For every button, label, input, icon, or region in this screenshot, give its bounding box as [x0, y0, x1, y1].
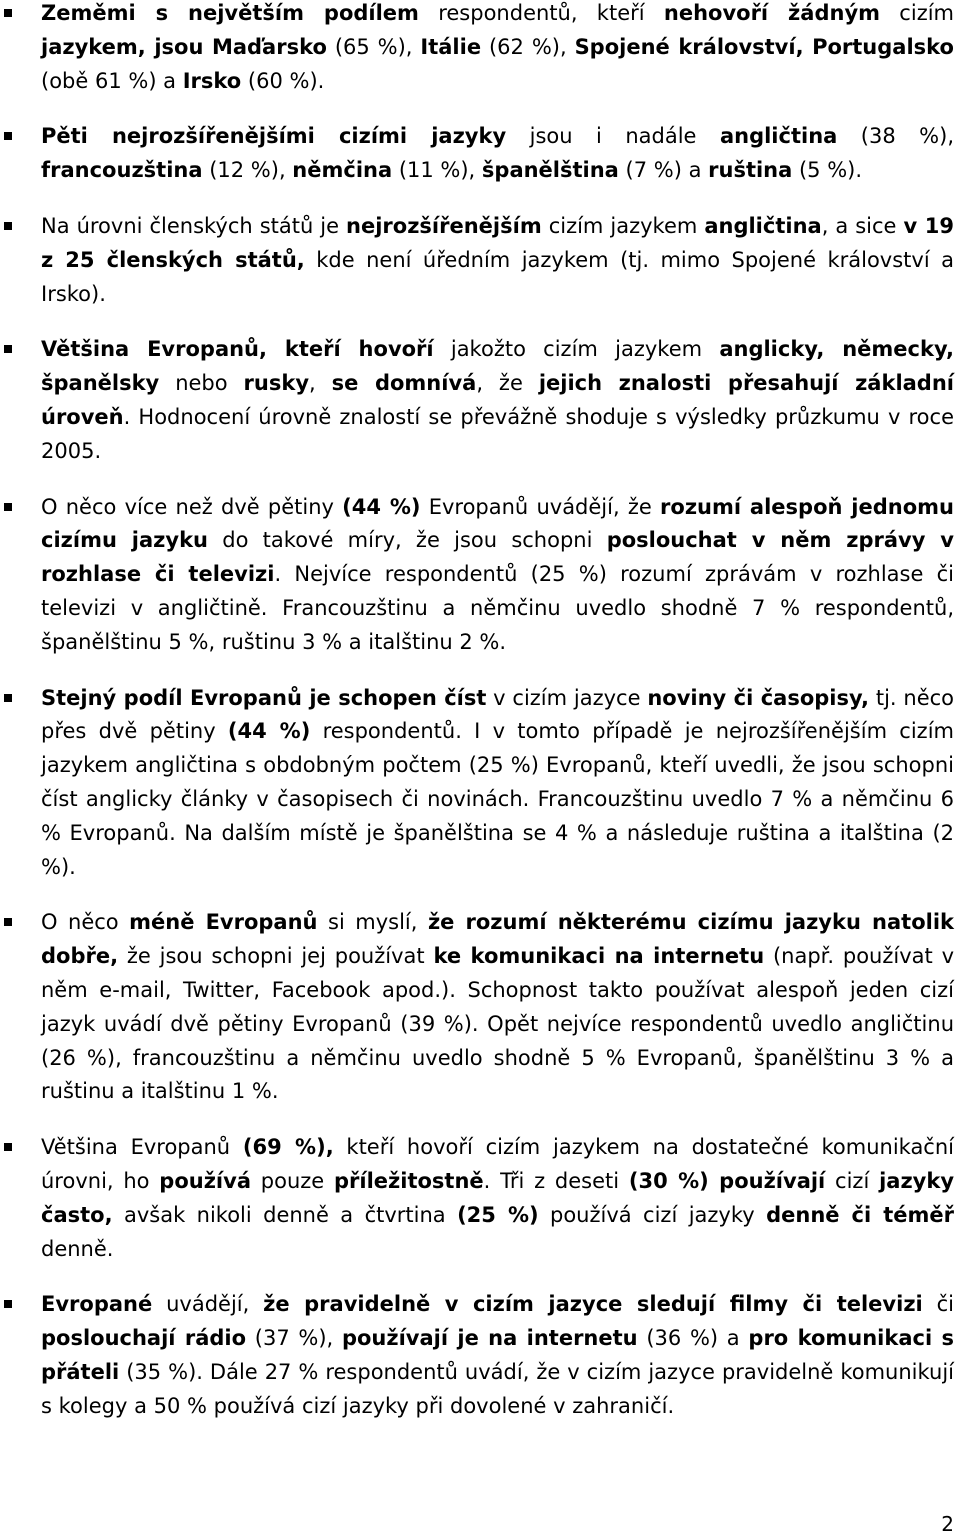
bold-text-segment: denně či téměř: [766, 1202, 955, 1227]
text-segment: (37 %),: [246, 1326, 342, 1351]
text-segment: . Nejvíce respondentů (25 %) rozumí zprávám v rozhlase či televizi v angličtině. Francouzštinu a němčinu uvedlo shodně 7 % respondentů, španělštinu 5 %, ruštinu 3 % a italštinu 2 %.: [41, 562, 954, 654]
bold-text-segment: jazykem, jsou Maďarsko: [41, 34, 327, 59]
bold-text-segment: Itálie: [420, 34, 482, 59]
text-segment: . Tři z deseti: [483, 1168, 629, 1193]
text-segment: kteří hovoří cizím jazykem na dostatečné komunikační úrovni, ho: [41, 1135, 954, 1193]
bullet-item: [0, 682, 960, 885]
square-bullet-icon: [4, 222, 12, 230]
square-bullet-icon: [4, 694, 12, 702]
text-segment: že jsou schopni jej používat: [118, 944, 434, 969]
bold-text-segment: angličtina: [704, 213, 822, 238]
square-bullet-icon: [4, 9, 12, 17]
bold-text-segment: Pěti nejrozšířenějšími cizími jazyky: [41, 124, 507, 149]
bold-text-segment: používají je na internetu: [341, 1326, 638, 1351]
text-segment: Evropanů uvádějí, že: [420, 494, 661, 519]
text-segment: používá cizí jazyky: [538, 1202, 767, 1227]
bullet-item: [0, 906, 960, 1109]
bold-text-segment: Spojené království, Portugalsko: [574, 34, 954, 59]
text-segment: (62 %),: [481, 34, 575, 59]
text-segment: nebo: [159, 371, 244, 396]
bold-text-segment: nehovoří žádným: [663, 1, 881, 25]
text-segment: pouze: [251, 1168, 334, 1193]
text-segment: Na úrovni členských států je: [41, 213, 347, 238]
text-segment: (11 %),: [392, 158, 482, 183]
text-segment: jakožto cizím jazykem: [433, 337, 720, 362]
text-segment: (36 %) a: [637, 1326, 749, 1351]
bullet-item: [0, 0, 960, 98]
text-segment: respondentů. I v tomto případě je nejrozšířenějším cizím jazykem angličtina s obdobným počtem (25 %) Evropanů, kteří uvedli, že jsou schopni číst anglicky články v časopisech či novinách. Francouzštinu uvedlo 7 % a němčinu 6 % Evropanů. Na dalším místě je španělština se 4 % a následuje ruština a italština (2 %).: [41, 719, 954, 879]
page-number: 2: [941, 1512, 954, 1536]
bold-text-segment: rozumí alespoň jednomu cizímu jazyku: [41, 494, 954, 553]
bold-text-segment: španělština: [481, 158, 619, 183]
bold-text-segment: Evropané: [41, 1292, 153, 1317]
bold-text-segment: poslouchají rádio: [41, 1326, 247, 1351]
text-segment: , že: [476, 371, 539, 396]
bold-text-segment: rusky: [243, 371, 310, 396]
bold-text-segment: noviny či časopisy,: [647, 685, 870, 710]
bold-text-segment: ruština: [708, 158, 793, 183]
bullet-item: [0, 333, 960, 468]
bold-text-segment: Irsko: [182, 68, 242, 93]
bold-text-segment: jejich znalosti přesahují základní úroveň: [41, 371, 954, 429]
bold-text-segment: Většina Evropanů, kteří hovoří: [41, 337, 434, 362]
text-segment: ,: [309, 371, 332, 396]
text-segment: Většina Evropanů: [41, 1135, 243, 1160]
text-segment: denně.: [41, 1236, 114, 1261]
bullet-item: [0, 1131, 960, 1266]
square-bullet-icon: [4, 918, 12, 926]
text-segment: (65 %),: [326, 34, 421, 59]
square-bullet-icon: [4, 1300, 12, 1308]
bold-text-segment: poslouchat v něm zprávy v rozhlase či televizi: [41, 528, 954, 587]
text-segment: (60 %).: [241, 68, 325, 93]
bullet-item: [0, 491, 960, 660]
text-segment: (12 %),: [202, 158, 293, 183]
bold-text-segment: (44 %): [227, 719, 311, 744]
text-segment: do takové míry, že jsou schopni: [208, 528, 607, 553]
bold-text-segment: pro komunikaci s přáteli: [41, 1326, 955, 1384]
text-segment: cizím: [880, 1, 955, 25]
text-segment: kde není úředním jazykem (tj. mimo Spojené království a Irsko).: [41, 247, 954, 306]
bold-text-segment: že pravidelně v cizím jazyce sledují filmy či televizi: [263, 1292, 923, 1317]
bold-text-segment: angličtina: [719, 124, 838, 149]
text-segment: v cizím jazyce: [486, 685, 648, 710]
bullet-item: [0, 210, 960, 311]
text-segment: cizí: [825, 1168, 880, 1193]
bold-text-segment: Stejný podíl Evropanů je schopen číst: [41, 685, 487, 710]
square-bullet-icon: [4, 503, 12, 511]
square-bullet-icon: [4, 1143, 12, 1151]
text-segment: O něco více než dvě pětiny: [41, 494, 343, 519]
text-segment: (38 %),: [837, 124, 954, 149]
bold-text-segment: ke komunikaci na internetu: [433, 944, 765, 969]
bold-text-segment: používá: [159, 1168, 251, 1193]
text-segment: , a sice: [821, 213, 904, 238]
bold-text-segment: méně Evropanů: [129, 910, 318, 935]
bold-text-segment: v 19 z 25 členských států,: [41, 213, 954, 272]
bold-text-segment: (69 %),: [242, 1135, 334, 1160]
bold-text-segment: (25 %): [457, 1202, 539, 1227]
bold-text-segment: příležitostně: [334, 1168, 484, 1193]
text-segment: či: [922, 1292, 955, 1317]
text-segment: tj. něco přes dvě pětiny: [41, 685, 955, 744]
square-bullet-icon: [4, 345, 12, 353]
bullet-item: [0, 120, 960, 188]
bold-text-segment: že rozumí některému cizímu jazyku natolik dobře,: [41, 910, 954, 969]
text-segment: uvádějí,: [152, 1292, 264, 1317]
bold-text-segment: francouzština: [41, 158, 203, 183]
bullet-item: [0, 1288, 960, 1423]
text-segment: (např. používat v něm e-mail, Twitter, Facebook apod.). Schopnost takto používat alespoň jeden cizí jazyk uvádí dvě pětiny Evropanů (39 %). Opět nejvíce respondentů uvedlo angličtinu (26 %), francouzštinu a němčinu uvedlo shodně 5 % Evropanů, španělštinu 3 % a ruštinu a italštinu 1 %.: [41, 944, 954, 1104]
text-segment: . Hodnocení úrovně znalostí se převážně shoduje s výsledky průzkumu v roce 2005.: [41, 404, 954, 463]
text-segment: (7 %) a: [618, 158, 709, 183]
bold-text-segment: nejrozšířenějším: [346, 213, 542, 238]
bold-text-segment: (30 %) používají: [628, 1168, 826, 1193]
text-segment: (35 %). Dále 27 % respondentů uvádí, že v cizím jazyce pravidelně komunikují s kolegy a 50 % používá cizí jazyky při dovolené v zahraničí.: [41, 1359, 954, 1418]
bold-text-segment: se domnívá: [331, 371, 477, 396]
text-segment: (5 %).: [792, 158, 863, 183]
bold-text-segment: němčina: [292, 158, 393, 183]
bold-text-segment: (44 %): [342, 494, 421, 519]
square-bullet-icon: [4, 132, 12, 140]
text-segment: (obě 61 %) a: [41, 68, 183, 93]
text-segment: O něco: [41, 910, 130, 935]
bold-text-segment: Zeměmi s největším podílem: [41, 1, 419, 25]
bold-text-segment: anglicky, německy, španělsky: [41, 337, 954, 396]
text-segment: avšak nikoli denně a čtvrtina: [112, 1202, 458, 1227]
text-segment: si myslí,: [317, 910, 428, 935]
text-segment: jsou i nadále: [506, 124, 720, 149]
text-segment: cizím jazykem: [541, 213, 705, 238]
bold-text-segment: jazyky často,: [41, 1168, 955, 1227]
text-segment: respondentů, kteří: [418, 1, 664, 25]
